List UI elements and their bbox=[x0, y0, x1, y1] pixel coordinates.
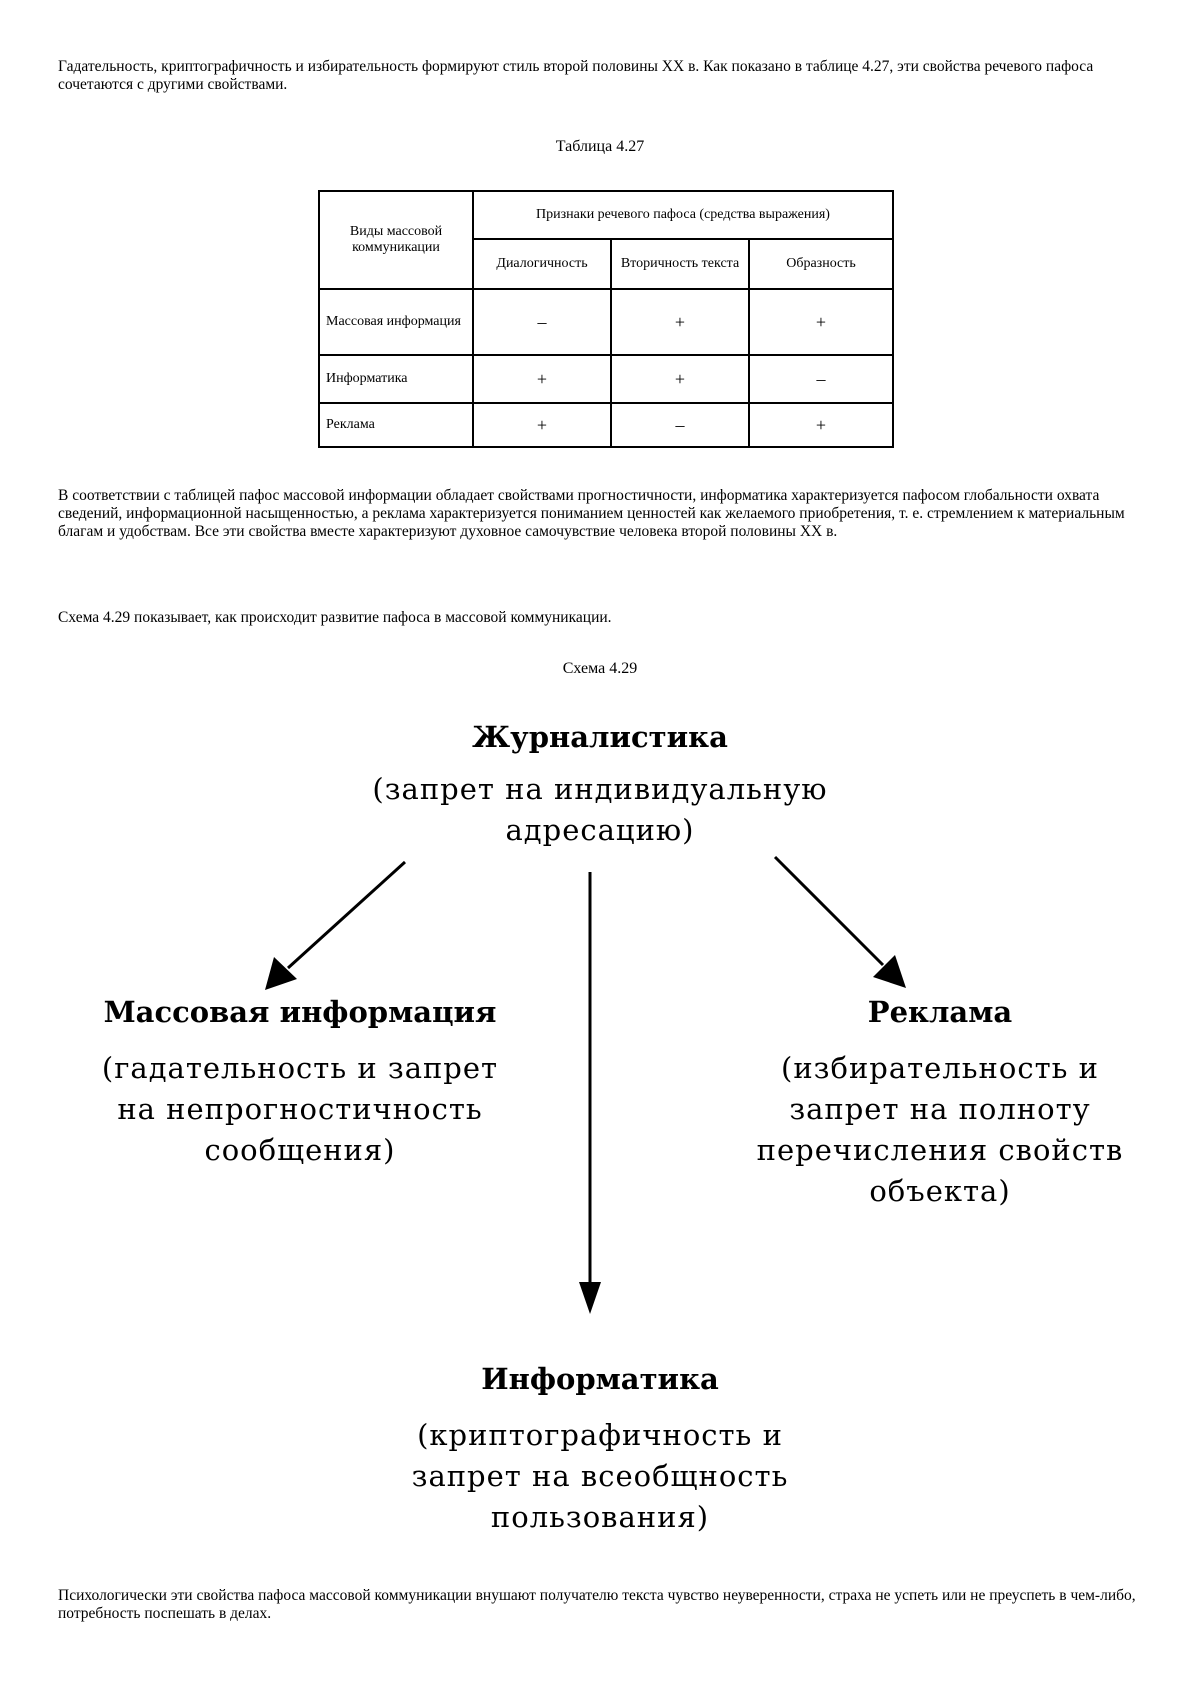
node-line: пользования) bbox=[490, 1500, 710, 1534]
column-header: Вторичность текста bbox=[611, 239, 749, 289]
scheme-intro-paragraph: Схема 4.29 показывает, как происходит развитие пафоса в массовой коммуникации. bbox=[58, 609, 612, 626]
table-cell: + bbox=[611, 289, 749, 355]
scheme-caption: Схема 4.29 bbox=[562, 660, 638, 677]
node-line: адресацию) bbox=[505, 813, 695, 847]
node-line: объекта) bbox=[869, 1174, 1011, 1208]
row-label: Реклама bbox=[319, 403, 473, 447]
node-line: запрет на полноту bbox=[789, 1092, 1091, 1126]
node-title: Журналистика bbox=[472, 720, 728, 754]
table-caption: Таблица 4.27 bbox=[555, 138, 645, 155]
table-cell: + bbox=[473, 403, 611, 447]
node-line: перечисления свойств bbox=[756, 1133, 1124, 1167]
intro-paragraph: Гадательность, криптографичность и избирательность формируют стиль второй половины XX в. Как показано в таблице 4.27, эти свойства речевого пафоса сочетаются с другими свойствами. bbox=[58, 58, 1094, 93]
arrow-to-advertising bbox=[775, 857, 906, 988]
node-line: запрет на всеобщность bbox=[411, 1459, 789, 1493]
node-title: Массовая информация bbox=[103, 995, 497, 1029]
table-cell: + bbox=[749, 289, 893, 355]
node-title: Информатика bbox=[481, 1362, 719, 1396]
row-label: Массовая информация bbox=[319, 289, 473, 355]
node-title: Реклама bbox=[867, 995, 1013, 1029]
group-header: Признаки речевого пафоса (средства выражения) bbox=[473, 191, 893, 239]
table-cell: – bbox=[473, 289, 611, 355]
arrow-to-informatics bbox=[579, 872, 601, 1314]
node-line: (гадательность и запрет bbox=[101, 1051, 499, 1085]
column-header: Образность bbox=[749, 239, 893, 289]
node-line: (запрет на индивидуальную bbox=[372, 772, 828, 806]
closing-paragraph: Психологически эти свойства пафоса массовой коммуникации внушают получателю текста чувство неуверенности, страха не успеть или не преуспеть в чем-либо, потребность поспешать в делах. bbox=[58, 1587, 1136, 1622]
table-cell: – bbox=[749, 355, 893, 403]
table-cell: – bbox=[611, 403, 749, 447]
corner-header: Виды массовой коммуникации bbox=[319, 191, 473, 289]
node-line: на непрогностичность bbox=[117, 1092, 483, 1126]
table-cell: + bbox=[473, 355, 611, 403]
after-table-paragraph: В соответствии с таблицей пафос массовой информации обладает свойствами прогностичности, информатика характеризуется пафосом глобальности охвата сведений, информационной насыщенностью, а реклама характеризуется пониманием ценностей как желаемого приобретения, т. е. стремлением к материальным благам и удобствам. Все эти свойства вместе характеризуют духовное самочувствие человека второй половины XX в. bbox=[58, 487, 1125, 540]
row-label: Информатика bbox=[319, 355, 473, 403]
column-header: Диалогичность bbox=[473, 239, 611, 289]
node-line: (криптографичность и bbox=[417, 1418, 783, 1452]
table-cell: + bbox=[749, 403, 893, 447]
arrow-to-mass-information bbox=[265, 862, 405, 990]
node-line: (избирательность и bbox=[781, 1051, 1099, 1085]
node-line: сообщения) bbox=[204, 1133, 396, 1167]
table-cell: + bbox=[611, 355, 749, 403]
